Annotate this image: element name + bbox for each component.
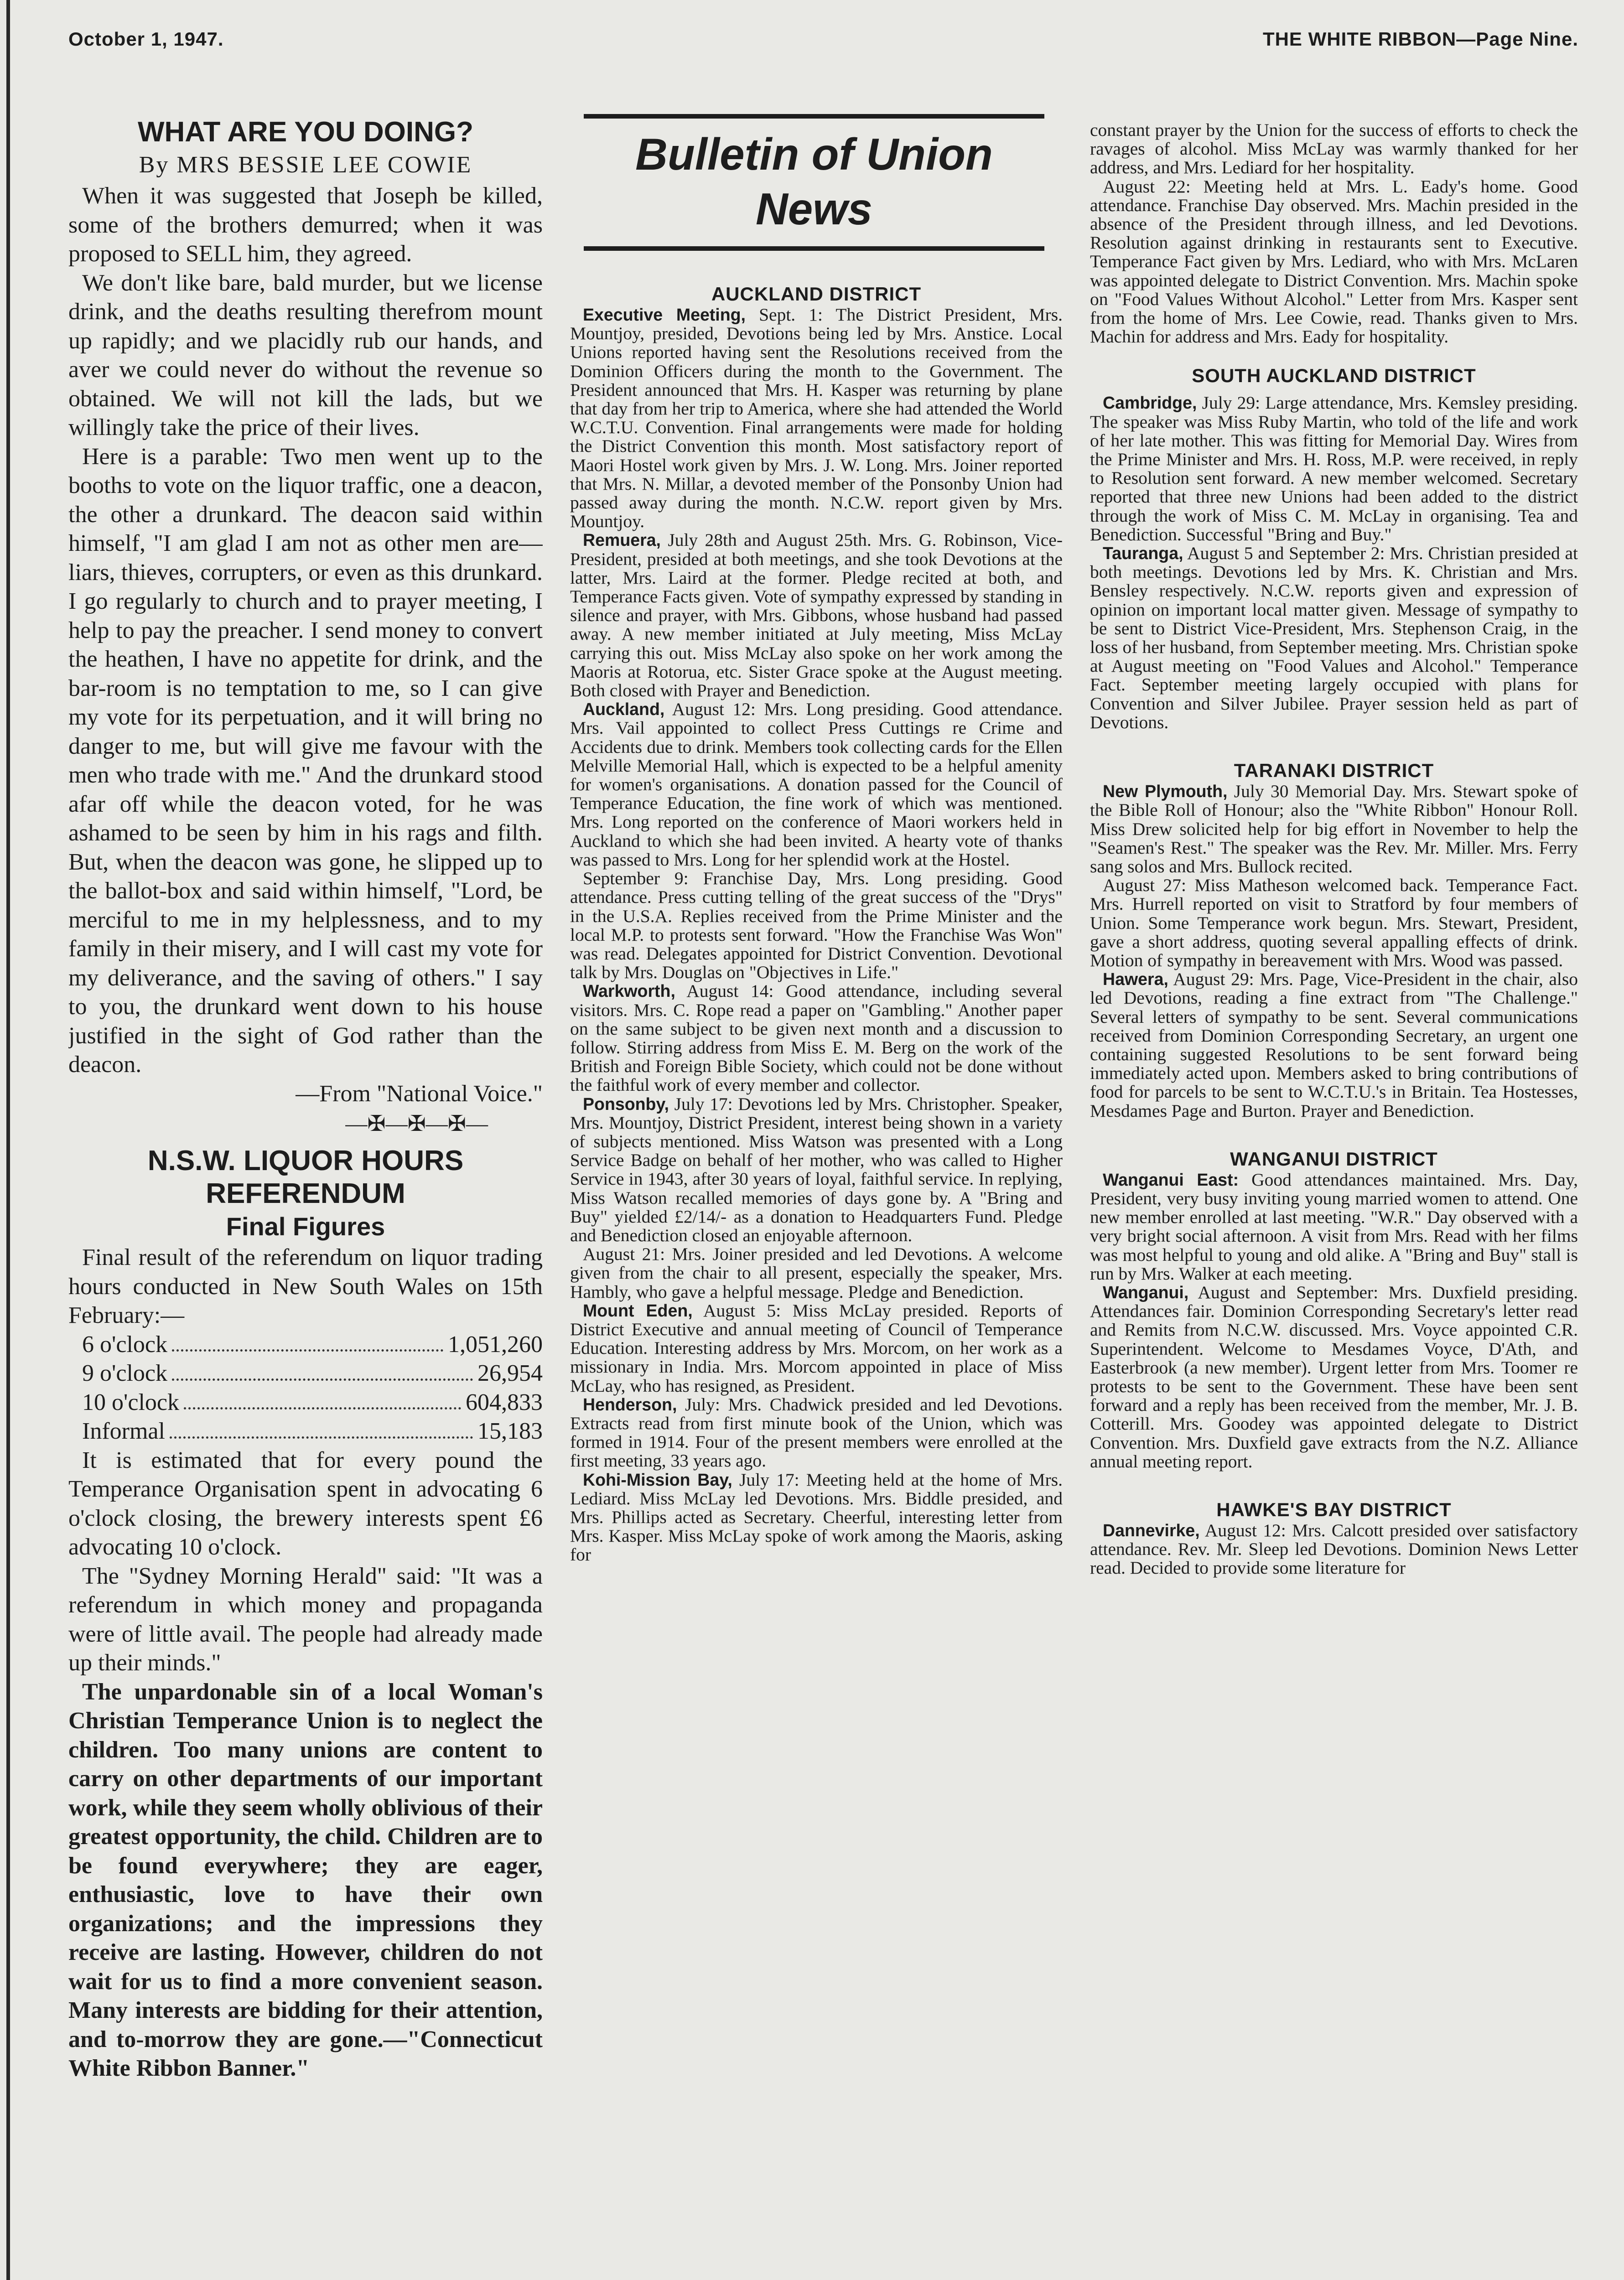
leader-dots bbox=[170, 1417, 473, 1439]
district-heading: AUCKLAND DISTRICT bbox=[711, 283, 922, 305]
referendum-paragraph: It is estimated that for every pound the Temperance Organisation spent in advocating 6 o'clock closing, the brewery interests spent £6 advocating 10 o'clock. bbox=[68, 1447, 543, 1560]
news-item bbox=[570, 1301, 1063, 1395]
news-text: August 5: Miss McLay presided. Reports of District Executive and annual meeting of Council of Temperance Education. Interesting address by Mrs. Morcom, on her work as a missionary in India. Mrs. Morcom appointed in place of Miss McLay, who has resigned, as President. bbox=[570, 1300, 1063, 1396]
page-date: October 1, 1947. bbox=[68, 28, 224, 50]
news-lead: Executive Meeting, bbox=[583, 305, 746, 324]
news-text: August 21: Mrs. Joiner presided and led Devotions. A welcome given from the chair to all present, especially the speaker, Mrs. Hambly, who gave a helpful message. Pledge and Benediction. bbox=[570, 1244, 1063, 1302]
news-text: August 5 and September 2: Mrs. Christian presided at both meetings. Devotions led by Mrs. K. Christian and Mrs. Bensley respectively. N.C.W. reports given and expression of opinion on important local matter given. Message of sympathy to be sent to District Vice-President, Mrs. Stephenson Craig, in the loss of her husband, from September meeting. Mrs. Christian spoke at August meeting on "Food Values and Alcohol." Temperance Fact. September meeting largely occupied with plans for Convention and Silver Jubilee. Prayer session held as part of Devotions. bbox=[1090, 543, 1578, 732]
result-value: 15,183 bbox=[477, 1418, 543, 1444]
news-text: Sept. 1: The District President, Mrs. Mountjoy, presided, Devotions being led by Mrs. Anstice. Local Unions reported having sent the Resolutions received from the Dominion Officers during the month to the Government. The President announced that Mrs. H. Kasper was returning by plane that day from her trip to America, where she had attended the World W.C.T.U. Convention. Final arrangements were made for holding the District Convention this month. Most satisfactory report of Maori Hostel work given by Mrs. J. W. Long. Mrs. Joiner reported that Mrs. N. Millar, a devoted member of the Ponsonby Union had passed away during the month. N.C.W. report given by Mrs. Mountjoy. bbox=[570, 305, 1063, 532]
referendum-subtitle: Final Figures bbox=[226, 1212, 385, 1241]
news-item bbox=[570, 982, 1063, 1094]
referendum-title-line1: N.S.W. LIQUOR HOURS bbox=[147, 1145, 464, 1176]
news-lead: Henderson, bbox=[583, 1394, 677, 1414]
news-text: August 27: Miss Matheson welcomed back. Temperance Fact. Mrs. Hurrell reported on visit to Stratford by four members of Union. Some Temperance work begun. Mrs. Stewart, President, gave a short address, quoting several appalling effects of drink. Motion of sympathy in bereavement with Mrs. Wood was passed. bbox=[1090, 875, 1578, 970]
result-row bbox=[68, 1330, 543, 1359]
news-text: August 12: Mrs. Long presiding. Good attendance. Mrs. Vail appointed to collect Press Cuttings re Crime and Accidents due to drink. Members took collecting cards for the Ellen Melville Memorial Hall, which is expected to be a helpful amenity for women's organisations. A donation passed for the Council of Temperance Education, the fine work of which was mentioned. Mrs. Long reported on the conference of Maori workers held in Auckland to which she had been invited. A hearty vote of thanks was passed to Mrs. Long for her splendid work at the Hostel. bbox=[570, 699, 1063, 870]
referendum-intro: Final result of the referendum on liquor trading hours conducted in New South Wales on 15th February:— bbox=[68, 1244, 543, 1328]
district-heading: TARANAKI DISTRICT bbox=[1234, 760, 1434, 782]
result-label: Informal bbox=[82, 1418, 165, 1444]
result-value: 604,833 bbox=[466, 1389, 543, 1415]
leader-dots bbox=[172, 1330, 443, 1352]
article-paragraph: When it was suggested that Joseph be killed, some of the brothers demurred; when it was proposed to SELL him, they agreed. bbox=[68, 183, 543, 267]
news-lead: Dannevirke, bbox=[1103, 1521, 1200, 1540]
news-item bbox=[1090, 970, 1578, 1120]
news-item bbox=[1090, 121, 1578, 177]
news-item bbox=[1090, 544, 1578, 732]
article-byline: By MRS BESSIE LEE COWIE bbox=[139, 152, 472, 178]
result-value: 26,954 bbox=[477, 1360, 543, 1386]
news-text: July 30 Memorial Day. Mrs. Stewart spoke of the Bible Roll of Honour; also the "White Ribbon" Honour Roll. Miss Drew solicited help for big effort in November to help the "Seamen's Rest." The speaker was the Rev. Mr. Miller. Mrs. Ferry sang solos and Mrs. Bullock recited. bbox=[1090, 781, 1578, 876]
news-text: August 22: Meeting held at Mrs. L. Eady's home. Good attendance. Franchise Day observed. Mrs. Machin presided in the absence of the President through illness, and led Devotions. Resolution against drinking in restaurants sent to Executive. Temperance Fact given by Mrs. Lediard, who with Mrs. McLaren was appointed delegate to District Convention. Mrs. Machin spoke on "Food Values Without Alcohol." Letter from Mrs. Kasper sent from the home of Mrs. Lee Cowie, read. Thanks given to Mrs. Machin for address and Mrs. Eady for hospitality. bbox=[1090, 176, 1578, 347]
news-item bbox=[1090, 177, 1578, 347]
news-text: July: Mrs. Chadwick presided and led Devotions. Extracts read from first minute book of the Union, which was formed in 1914. Four of the present members were enrolled at the first meeting, 33 years ago. bbox=[570, 1394, 1063, 1471]
news-item bbox=[570, 306, 1063, 531]
news-text: August 12: Mrs. Calcott presided over satisfactory attendance. Rev. Mr. Sleep led Devotions. Dominion News Letter read. Decided to provide some literature for bbox=[1090, 1520, 1578, 1578]
news-item bbox=[570, 531, 1063, 700]
news-lead: Cambridge, bbox=[1103, 393, 1197, 413]
news-lead: Remuera, bbox=[583, 530, 661, 550]
bulletin-banner bbox=[584, 114, 1044, 251]
news-lead: Kohi-Mission Bay, bbox=[583, 1470, 732, 1489]
column-left bbox=[68, 91, 543, 2280]
result-label: 10 o'clock bbox=[82, 1389, 179, 1415]
news-lead: Auckland, bbox=[583, 700, 665, 719]
news-lead: Wanganui East: bbox=[1103, 1170, 1239, 1189]
article-paragraph: We don't like bare, bald murder, but we license drink, and the deaths resulting therefrom mount up rapidly; and we placidly rub our hands, and aver we could never do without the revenue so obtained. We will not kill the lads, but we willingly take the price of their lives. bbox=[68, 269, 543, 440]
news-item bbox=[570, 1245, 1063, 1301]
news-lead: New Plymouth, bbox=[1103, 782, 1228, 801]
article-source: —From "National Voice." bbox=[296, 1080, 543, 1107]
news-text: August 14: Good attendance, including several visitors. Mrs. C. Rope read a paper on "Gambling." Another paper on the same subject to be given next month and a discussion to follow. Stirring address from Miss E. M. Berg on the work of the British and Foreign Bible Society, which could not be done without the faithful work of every member and collector. bbox=[570, 981, 1063, 1095]
news-item bbox=[570, 1471, 1063, 1565]
referendum-paragraph: The "Sydney Morning Herald" said: "It was a referendum in which money and propaganda were of little avail. The people had already made up their minds." bbox=[68, 1563, 543, 1676]
children-paragraph: The unpardonable sin of a local Woman's Christian Temperance Union is to neglect the children. Too many unions are content to carry on other departments of our important work, while they seem wholly oblivious of their greatest opportunity, the child. Children are to be found everywhere; they are eager, enthusiastic, love to have their own organizations; and the impressions they receive are lasting. However, children do not wait for us to find a more convenient season. Many interests are bidding for their attention, and to-morrow they are gone.—"Connecticut White Ribbon Banner." bbox=[68, 1679, 543, 2081]
news-text: August and September: Mrs. Duxfield presiding. Attendances fair. Dominion Corresponding Secretary's letter read and Remits from N.C.W. discussed. Mrs. Voyce appointed C.R. Superintendent. Welcome to Mesdames Voyce, D'Ath, and Easterbrook (a new member). Urgent letter from Mrs. Toomer re protests to be sent to the Government. These have been sent forward and a reply has been received from the member, Mr. J. B. Cotterill. Mrs. Goodey was appointed delegate to District Convention. Mrs. Duxfield gave extracts from the N.Z. Alliance annual meeting report. bbox=[1090, 1282, 1578, 1472]
news-text: August 29: Mrs. Page, Vice-President in the chair, also led Devotions, reading a fine extract from "The Challenge." Several letters of sympathy to be sent. Several communications received from Dominion Corresponding Secretary, an urgent one containing suggested Resolutions to be sent forward being immediately acted upon. Members asked to bring contributions of food for parcels to be sent to W.C.T.U.'s in Britain. Tea Hostesses, Mesdames Page and Burton. Prayer and Benediction. bbox=[1090, 969, 1578, 1121]
news-text: Good attendances maintained. Mrs. Day, President, very busy inviting young married women to attend. One new member enrolled at last meeting. "W.R." Day observed with a very bright social afternoon. A visit from Mrs. Read with her films was most helpful to young and old alike. A "Bring and Buy" stall is run by Mrs. Walker at each meeting. bbox=[1090, 1169, 1578, 1284]
result-label: 9 o'clock bbox=[82, 1360, 167, 1386]
news-item bbox=[1090, 1521, 1578, 1578]
news-lead: Wanganui, bbox=[1103, 1282, 1189, 1302]
news-item bbox=[570, 1095, 1063, 1245]
result-value: 1,051,260 bbox=[448, 1331, 543, 1358]
news-item bbox=[1090, 1171, 1578, 1283]
district-heading: WANGANUI DISTRICT bbox=[1230, 1148, 1438, 1170]
article-paragraph: Here is a parable: Two men went up to the booths to vote on the liquor traffic, one a deacon, the other a drunkard. The deacon said within himself, "I am glad I am not as other men are—liars, thieves, corrupters, or even as this drunkard. I go regularly to church and to prayer meeting, I help to pay the preacher. I send money to convert the heathen, I have no appetite for drink, and the bar-room is no temptation to me, so I can give my vote for its perpetuation, and it will bring no danger to me, but will give me favour with the men who trade with me." And the drunkard stood afar off while the deacon voted, for he was ashamed to be seen by him in his rags and filth. But, when the deacon was gone, he slipped up to the ballot-box and said within himself, "Lord, be merciful to me in my helplessness, and to my family in their misery, and I will cast my vote for my deliverance, and the saving of others." I say to you, the drunkard went down to his house justified in the sight of God rather than the deacon. bbox=[68, 443, 543, 1078]
district-heading: SOUTH AUCKLAND DISTRICT bbox=[1192, 365, 1476, 387]
news-text: July 28th and August 25th. Mrs. G. Robinson, Vice-President, presided at both meetings, and she took Devotions at the latter, Mrs. Laird at the former. Pledge recited at both, and Temperance Facts given. Vote of sympathy expressed by standing in silence and prayer, with Mrs. Gibbons, whose husband had passed away. A new member initiated at July meeting, Miss McLay carrying this out. Miss McLay also spoke on her work among the Maoris at Rotorua, etc. Sister Grace spoke at the August meeting. Both closed with Prayer and Benediction. bbox=[570, 530, 1063, 701]
news-text: July 29: Large attendance, Mrs. Kemsley presiding. The speaker was Miss Ruby Martin, who told of the life and work of her late mother. This was fitting for Memorial Day. Wires from the Prime Minister and Mrs. H. Ross, M.P. were received, in reply to Resolution sent forward. A new member welcomed. Secretary reported that three new Unions had been added to the district through the work of Miss C. M. McLay in organising. Tea and Benediction. Successful "Bring and Buy." bbox=[1090, 393, 1578, 544]
news-lead: Tauranga, bbox=[1103, 544, 1183, 563]
page-edge bbox=[6, 0, 10, 2280]
news-text: July 17: Meeting held at the home of Mrs. Lediard. Miss McLay led Devotions. Mrs. Biddle presided, and Mrs. Phillips acted as Secretary. Cheerful, interesting letter from Mrs. Kasper. Miss McLay spoke of work among the Maoris, asking for bbox=[570, 1469, 1063, 1565]
news-item bbox=[1090, 394, 1578, 544]
ornament-divider: —✠—✠—✠— bbox=[345, 1112, 488, 1136]
news-text: September 9: Franchise Day, Mrs. Long presiding. Good attendance. Press cutting telling of the great success of the "Drys" in the U.S.A. Replies received from the Prime Minister and the local M.P. to protests sent forward. "How the Franchise Was Won" was read. Delegates appointed for District Convention. Devotional talk by Mrs. Douglas on "Objectives in Life." bbox=[570, 868, 1063, 983]
news-text: July 17: Devotions led by Mrs. Christopher. Speaker, Mrs. Mountjoy, District President, interest being shown in a variety of subjects mentioned. Miss Watson was presented with a Long Service Badge on behalf of her mother, who was called to Higher Service in 1943, after 30 years of loyal, faithful service. In replying, Miss Watson recalled memories of days gone by. A "Bring and Buy" yielded £2/14/- as a donation to Headquarters Fund. Pledge and Benediction closed an enjoyable afternoon. bbox=[570, 1093, 1063, 1245]
result-label: 6 o'clock bbox=[82, 1331, 167, 1358]
news-item bbox=[1090, 1283, 1578, 1471]
referendum-title-line2: REFERENDUM bbox=[206, 1178, 405, 1209]
news-item bbox=[570, 869, 1063, 982]
article-title: WHAT ARE YOU DOING? bbox=[138, 116, 473, 148]
news-lead: Hawera, bbox=[1103, 969, 1168, 989]
result-row bbox=[68, 1388, 543, 1417]
leader-dots bbox=[172, 1359, 473, 1381]
news-lead: Ponsonby, bbox=[583, 1094, 669, 1114]
news-lead: Mount Eden, bbox=[583, 1301, 693, 1320]
district-heading: HAWKE'S BAY DISTRICT bbox=[1216, 1499, 1452, 1520]
news-item bbox=[570, 1395, 1063, 1471]
result-row bbox=[68, 1417, 543, 1446]
news-lead: Warkworth, bbox=[583, 981, 675, 1001]
news-item bbox=[1090, 782, 1578, 876]
leader-dots bbox=[184, 1388, 461, 1410]
bulletin-title: Bulletin of Union News bbox=[635, 129, 993, 234]
column-middle bbox=[570, 114, 1063, 2280]
news-text: constant prayer by the Union for the success of efforts to check the ravages of alcohol. Miss McLay was warmly thanked for her address, and Mrs. Lediard for her hospitality. bbox=[1090, 121, 1578, 178]
news-item bbox=[1090, 876, 1578, 970]
column-right bbox=[1090, 121, 1578, 2280]
news-item bbox=[570, 700, 1063, 869]
page-running-title: THE WHITE RIBBON—Page Nine. bbox=[1262, 28, 1578, 50]
result-row bbox=[68, 1359, 543, 1388]
